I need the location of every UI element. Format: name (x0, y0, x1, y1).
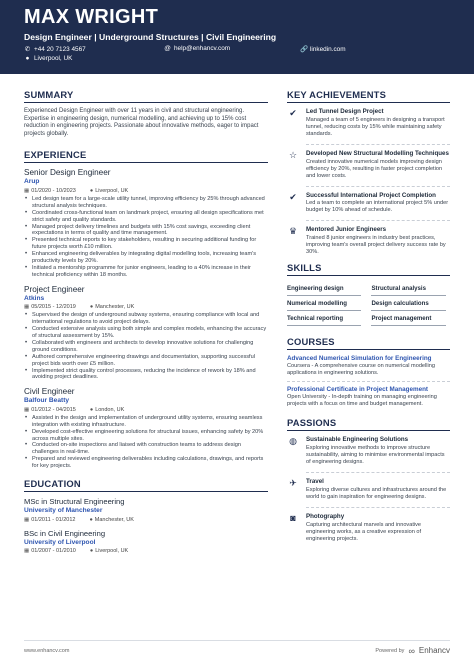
job-bullets (24, 415, 268, 470)
location-contact (24, 55, 72, 62)
achievements-heading: KEY ACHIEVEMENTS (287, 89, 450, 103)
bullet-item: • Implemented strict quality control processes, reducing the incidence of rework by 18% and avoiding project deadlines. (24, 368, 268, 382)
email-contact[interactable] (164, 45, 230, 52)
skill-item: Technical reporting (287, 311, 361, 326)
experience-heading: EXPERIENCE (24, 149, 268, 163)
calendar-icon: ▦ (24, 516, 30, 523)
job-location: London, UK (95, 406, 125, 413)
course-title: Professional Certificate in Project Management (287, 386, 429, 394)
location-pin-icon: ● (89, 304, 94, 311)
calendar-icon: ▦ (24, 187, 30, 194)
calendar-icon: ▦ (24, 304, 30, 311)
achievement-text: Trained 8 junior engineers in industry best practices, improving team's overall project delivery success rate by 30%. (306, 235, 446, 256)
bullet-item: • Coordinated cross-functional team on landmark project, ensuring all design specifications met strict safety and quality standards. (24, 210, 268, 224)
skill-item: Numerical modelling (287, 296, 361, 311)
summary-text: Experienced Design Engineer with over 11 years in civil and structural engineering. Expertise in engineering design, numerical modelling, and achieving up to 15% cost reduction in engineering projects. Passionate about innovative methods, eager to impact projects globally. (24, 108, 259, 137)
job-dates: 05/2015 - 12/2019 (31, 304, 76, 311)
skill-item: Engineering design (287, 281, 361, 296)
divider (306, 472, 450, 473)
powered-by-text: Powered by (375, 647, 405, 654)
location-pin-icon: ● (89, 187, 94, 194)
achievements-section (287, 89, 450, 256)
achievement-title: Developed New Structural Modelling Techniques (306, 149, 449, 157)
job-title: Project Engineer (24, 284, 85, 294)
check-icon: ✔ (289, 191, 297, 202)
bullet-item: • Led design team for a large-scale utility tunnel, improving efficiency by 25% through advanced structural analysis techniques. (24, 196, 268, 210)
job-dates: 01/2012 - 04/2015 (31, 406, 76, 413)
bullet-item: • Enhanced engineering deliverables by integrating digital modelling tools, increasing team's productivity levels by 20%. (24, 251, 268, 265)
company-name: Atkins (24, 294, 45, 302)
education-location: Manchester, UK (94, 516, 134, 523)
achievement-text: Managed a team of 5 engineers in designing a transport tunnel, reducing costs by 15% while maintaining safety standards. (306, 116, 445, 137)
job-dates: 01/2020 - 10/2023 (31, 187, 76, 194)
skills-section (287, 262, 450, 326)
calendar-icon: ▦ (24, 406, 30, 413)
degree-title: MSc in Structural Engineering (24, 497, 125, 507)
school-name: University of Liverpool (24, 538, 96, 546)
linkedin-text[interactable]: linkedin.com (310, 45, 346, 53)
education-section (24, 478, 268, 555)
passion-text: Exploring innovative methods to improve structure sustainability, aiming to minimise environmental impacts of engineering designs. (306, 444, 445, 465)
location-pin-icon: ● (89, 406, 94, 413)
brand-name: Enhancv (418, 646, 450, 655)
job-title: Civil Engineer (24, 387, 75, 397)
job-meta (24, 303, 268, 311)
job-meta (24, 187, 268, 195)
bullet-item: • Managed project delivery timelines and budgets with 15% cost savings, exceeding client expectations in terms of quality and time management. (24, 224, 268, 238)
phone-icon: ✆ (24, 46, 31, 53)
footer-brand (375, 646, 450, 656)
company-name: Arup (24, 178, 40, 186)
education-location: Liverpool, UK (95, 548, 129, 555)
bullet-item: • Initiated a mentorship programme for junior engineers, leading to a 40% increase in their technical proficiency within 18 months. (24, 265, 268, 279)
course-text: Open University - In-depth training on managing engineering projects with a focus on time and budget management. (287, 394, 437, 408)
courses-section (287, 336, 450, 408)
course-text: Coursera - A comprehensive course on numerical modelling applications in engineering solutions. (287, 363, 435, 377)
bullet-item: • Presented technical reports to key stakeholders, resulting in securing additional funding for future projects worth £10 million. (24, 237, 268, 251)
candidate-name: MAX WRIGHT (24, 6, 159, 28)
achievement-title: Mentored Junior Engineers (306, 226, 387, 234)
course-title: Advanced Numerical Simulation for Engineering (287, 355, 432, 363)
job-entry (24, 387, 268, 470)
achievement-title: Successful International Project Completion (306, 191, 436, 199)
education-entry (24, 497, 268, 524)
job-bullets (24, 196, 268, 279)
passions-heading: PASSIONS (287, 417, 450, 431)
camera-icon: ◙ (290, 512, 296, 523)
left-column (24, 89, 268, 560)
summary-section (24, 89, 268, 138)
education-heading: EDUCATION (24, 478, 268, 492)
achievement-text: Created innovative numerical models improving design efficiency by 20%, resulting in faster project completion and lower costs. (306, 158, 443, 179)
course-item (287, 386, 450, 408)
passion-item (287, 513, 450, 543)
bullet-item: • Developed cost-effective engineering solutions for structural issues, enhancing safety by 20% across multiple sites. (24, 429, 268, 443)
passion-text: Exploring diverse cultures and infrastructures around the world to gain inspiration for engineering designs. (306, 486, 447, 500)
bullet-item: • Assisted in the design and implementation of underground utility systems, ensuring seamless integration with existing infrastructure. (24, 415, 268, 429)
calendar-icon: ▦ (24, 548, 30, 555)
enhancv-logo-icon: ∞ (408, 645, 415, 656)
skill-item: Project management (371, 311, 446, 326)
divider (306, 220, 450, 221)
achievement-item (287, 108, 450, 138)
job-bullets (24, 312, 268, 381)
plane-icon: ✈ (289, 477, 297, 488)
job-location: Manchester, UK (95, 304, 135, 311)
bullet-item: • Conducted extensive analysis using both simple and complex models, enhancing the accuracy of structural assessment by 15%. (24, 326, 268, 340)
divider (306, 186, 450, 187)
education-meta (24, 516, 268, 524)
skill-item: Design calculations (371, 296, 446, 311)
globe-icon: ◍ (289, 436, 297, 447)
link-icon: 🔗 (300, 46, 309, 53)
header (0, 0, 474, 74)
passion-title: Sustainable Engineering Solutions (306, 436, 409, 444)
degree-title: BSc in Civil Engineering (24, 528, 106, 538)
job-entry (24, 285, 268, 382)
phone-contact (24, 45, 86, 53)
achievement-title: Led Tunnel Design Project (306, 108, 384, 115)
bullet-item: • Authored comprehensive engineering drawings and documentation, supporting successful project bids worth over £5 million. (24, 354, 268, 368)
achievement-item (287, 150, 450, 180)
achievement-item (287, 192, 450, 215)
passion-title: Travel (306, 477, 324, 485)
passion-item (287, 478, 450, 501)
trophy-icon: ♛ (288, 226, 298, 237)
location-text: Liverpool, UK (34, 55, 73, 62)
divider (287, 381, 450, 382)
divider (306, 507, 450, 508)
location-pin-icon: ● (89, 516, 93, 523)
email-text[interactable]: help@enhancv.com (174, 45, 231, 52)
passion-title: Photography (306, 512, 345, 520)
candidate-title: Design Engineer | Underground Structures | Civil Engineering (24, 32, 277, 42)
passion-text: Capturing architectural marvels and innovative engineering works, as a creative expression of engineering projects. (306, 521, 422, 542)
at-icon: @ (164, 45, 171, 52)
skills-list (287, 281, 450, 326)
skills-heading: SKILLS (287, 262, 450, 276)
footer (24, 640, 450, 654)
linkedin-contact[interactable] (300, 45, 346, 53)
achievement-item (287, 226, 450, 256)
courses-heading: COURSES (287, 336, 450, 350)
job-meta (24, 406, 268, 414)
right-column (287, 89, 450, 549)
course-item (287, 355, 450, 377)
footer-website[interactable]: www.enhancv.com (24, 647, 70, 654)
star-icon: ☆ (288, 149, 298, 160)
company-name: Balfour Beatty (24, 397, 70, 405)
check-icon: ✔ (289, 108, 297, 118)
bullet-item: • Supervised the design of underground subway systems, ensuring compliance with local and international regulations to avoid project delays. (24, 312, 268, 326)
bullet-item: • Prepared and reviewed engineering deliverables including calculations, drawings, and reports for key projects. (24, 456, 268, 470)
job-location: Liverpool, UK (95, 187, 129, 194)
passions-section (287, 417, 450, 542)
education-meta (24, 547, 268, 555)
skill-item: Structural analysis (371, 281, 446, 296)
divider (306, 144, 450, 145)
experience-section (24, 149, 268, 470)
achievement-text: Led a team to complete an international project 5% under budget by 10% ahead of schedule. (306, 200, 449, 214)
summary-heading: SUMMARY (24, 89, 268, 103)
passion-item (287, 436, 450, 466)
education-entry (24, 529, 268, 556)
education-dates: 01/2007 - 01/2010 (31, 548, 76, 555)
education-dates: 01/2011 - 01/2012 (31, 516, 76, 523)
job-title: Senior Design Engineer (24, 168, 111, 178)
school-name: University of Manchester (24, 507, 103, 515)
bullet-item: • Conducted on-site inspections and liaised with construction teams to address design challenges in real-time. (24, 442, 268, 456)
location-pin-icon: ● (89, 548, 94, 555)
bullet-item: • Collaborated with engineers and architects to develop innovative solutions for challenging ground conditions. (24, 340, 268, 354)
location-pin-icon: ● (25, 55, 30, 62)
contact-info (24, 45, 450, 67)
phone-text: +44 20 7123 4567 (34, 45, 86, 53)
job-entry (24, 168, 268, 278)
